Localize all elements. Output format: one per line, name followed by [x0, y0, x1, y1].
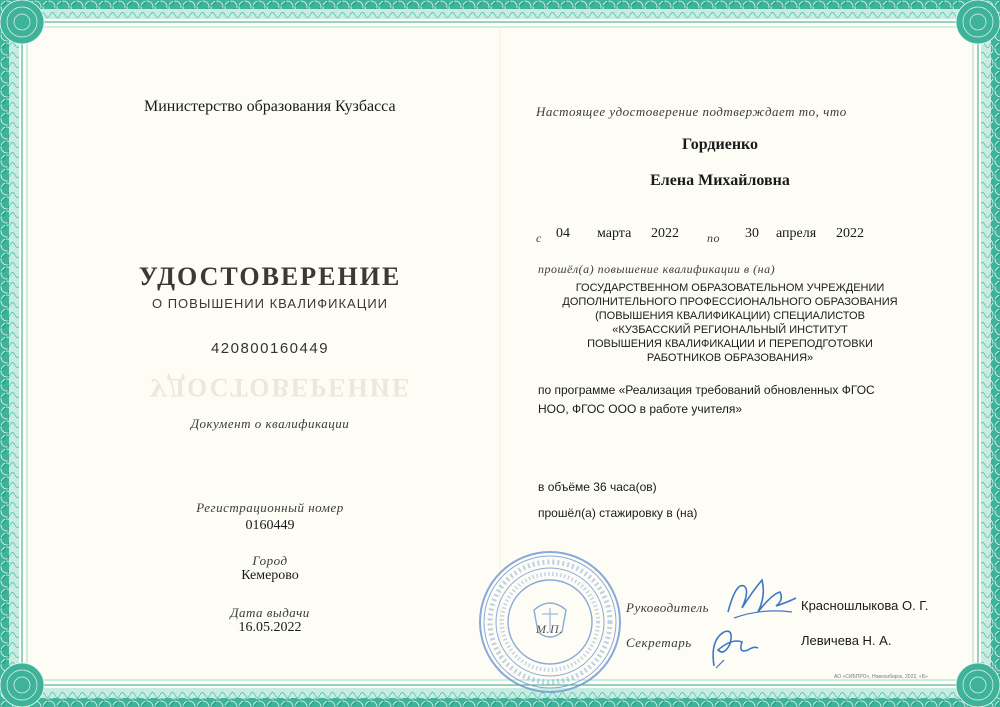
institution-line: «КУЗБАССКИЙ РЕГИОНАЛЬНЫЙ ИНСТИТУТ: [612, 324, 848, 336]
institution-line: ПОВЫШЕНИЯ КВАЛИФИКАЦИИ И ПЕРЕПОДГОТОВКИ: [587, 338, 873, 350]
director-label: Руководитель: [626, 600, 710, 615]
to-month: апреля: [776, 226, 817, 241]
secretary-label: Секретарь: [626, 635, 692, 650]
intro-text: Настоящее удостоверение подтверждает то, что: [536, 104, 847, 119]
city-value: Кемерово: [241, 568, 299, 583]
from-day: 04: [556, 226, 570, 241]
serial-number: 420800160449: [210, 340, 330, 357]
registration-label: Регистрационный номер: [196, 500, 344, 515]
institution-line: ДОПОЛНИТЕЛЬНОГО ПРОФЕССИОНАЛЬНОГО ОБРАЗОВАНИЯ: [562, 296, 898, 308]
program-line: НОО, ФГОС ООО в работе учителя»: [538, 402, 743, 416]
city-label: Город: [252, 553, 288, 568]
secretary-signature: [704, 620, 764, 674]
stamp-label: М.П.: [536, 622, 563, 636]
institution-line: ГОСУДАРСТВЕННОМ ОБРАЗОВАТЕЛЬНОМ УЧРЕЖДЕНИИ: [575, 282, 885, 294]
certificate-subtitle: О ПОВЫШЕНИИ КВАЛИФИКАЦИИ: [151, 296, 389, 311]
qualification-label: прошёл(а) повышение квалификации в (на): [538, 262, 776, 276]
secretary-name: Левичева Н. А.: [801, 633, 892, 648]
issue-date-label: Дата выдачи: [230, 605, 310, 620]
to-day: 30: [745, 226, 759, 241]
from-month: марта: [597, 226, 632, 241]
program-line: по программе «Реализация требований обновленных ФГОС: [538, 383, 875, 397]
internship-text: прошёл(а) стажировку в (на): [538, 506, 698, 520]
to-prefix: по: [707, 231, 720, 245]
from-prefix: с: [536, 231, 542, 245]
registration-number: 0160449: [245, 518, 295, 533]
institution-line: РАБОТНИКОВ ОБРАЗОВАНИЯ»: [646, 352, 814, 364]
holder-surname: Гордиенко: [681, 136, 759, 153]
institution-line: (ПОВЫШЕНИЯ КВАЛИФИКАЦИИ) СПЕЦИАЛИСТОВ: [595, 310, 865, 322]
director-name: Красношлыкова О. Г.: [801, 598, 929, 613]
from-year: 2022: [651, 226, 679, 241]
certificate-title: УДОСТОВЕРЕНИЕ: [138, 262, 402, 291]
document-type: Документ о квалификации: [190, 416, 350, 431]
watermark-title: УДОСТОВЕРЕНИЕ: [148, 373, 412, 402]
volume-hours: в объёме 36 часа(ов): [538, 480, 657, 494]
issue-date-value: 16.05.2022: [238, 620, 302, 635]
holder-name: Елена Михайловна: [650, 172, 790, 189]
ministry-name: Министерство образования Кузбасса: [144, 98, 396, 115]
to-year: 2022: [836, 226, 864, 241]
printer-note: АО «СИБПРО», Новосибирск, 2022, «Б»: [834, 674, 928, 680]
